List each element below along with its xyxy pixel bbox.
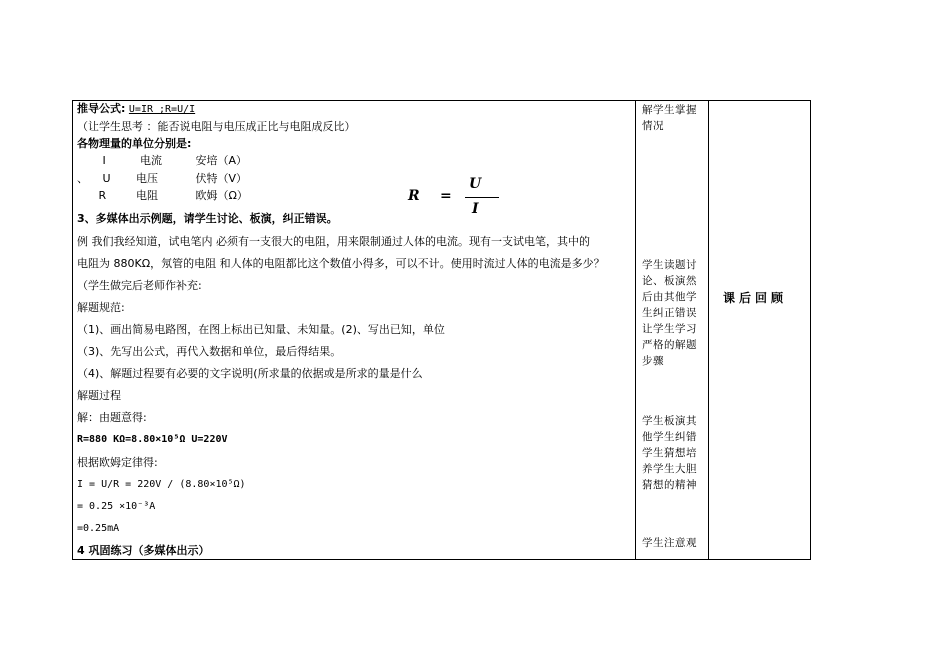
review-label: 课后回顾	[723, 291, 788, 305]
review-cell	[709, 101, 810, 559]
calc-line-1: I = U/R = 220V / (8.80×10⁵Ω)	[77, 479, 246, 490]
fraction-bar	[465, 197, 499, 198]
formula-line	[77, 102, 195, 117]
section4-heading: 4 巩固练习（多媒体出示）	[77, 544, 210, 557]
formula-numerator: U	[469, 176, 482, 192]
unit-name: 电阻	[136, 189, 158, 202]
think-prompt: （让学生思考 ：能否说电阻与电压成正比与电阻成反比）	[77, 120, 356, 133]
norm-1: （1)、画出简易电路图，在图上标出已知量、未知量。(2)、写出已知，单位	[77, 323, 445, 336]
norm-4: （4)、解题过程要有必要的文字说明(所求量的依据或是所求的量是什么	[77, 367, 423, 380]
note-observe: 学生注意观	[642, 537, 697, 549]
teacher-note: （学生做完后老师作补充:	[77, 279, 202, 292]
student-notes-cell	[636, 101, 709, 559]
formula-text: U=IR ;R=U/I	[128, 104, 196, 115]
formula-label: 推导公式:	[77, 102, 126, 115]
note-discussion: 学生读题讨论、板演然后由其他学生纠正错误让学生学习严格的解题步骤	[642, 259, 697, 367]
note-mastery: 解学生掌握情况	[642, 104, 697, 132]
main-content-cell	[73, 101, 636, 559]
unit-value: 欧姆（Ω）	[195, 189, 248, 202]
unit-mark: 、	[77, 172, 88, 185]
process-heading: 解题过程	[77, 389, 121, 402]
unit-row-current	[77, 154, 247, 168]
unit-row-voltage	[77, 172, 247, 186]
solution-values: R=880 KΩ=8.80×10⁵Ω U=220V	[77, 434, 228, 445]
formula-denominator: I	[472, 201, 479, 217]
norm-3: （3)、先写出公式，再代入数据和单位，最后得结果。	[77, 345, 342, 358]
formula-left: R	[408, 188, 420, 204]
unit-row-resistance	[77, 189, 248, 203]
unit-value: 伏特（V）	[195, 172, 248, 185]
solution-norms: 解题规范:	[77, 301, 125, 314]
example-line2: 电阻为 880KΩ，氖管的电阻 和人体的电阻都比这个数值小得多，可以不计。使用时流过人体的电流是多少？	[77, 257, 605, 270]
section3-heading: 3、多媒体出示例题，请学生讨论、板演，纠正错误。	[77, 212, 338, 225]
unit-value: 安培（A）	[195, 154, 248, 167]
solution-given: 解：由题意得:	[77, 411, 147, 424]
ohm-formula-graphic	[408, 176, 508, 220]
note-board-demo: 学生板演其他学生纠错学生猜想培养学生大胆猜想的精神	[642, 415, 697, 491]
calc-line-2: = 0.25 ×10⁻³A	[77, 501, 156, 512]
formula-equals: =	[440, 188, 452, 204]
unit-name: 电压	[136, 172, 158, 185]
calc-line-3: =0.25mA	[77, 523, 120, 534]
example-line1: 例 我们我经知道，试电笔内 必须有一支很大的电阻，用来限制通过人体的电流。现有一支试电笔，其中的	[77, 235, 590, 248]
unit-symbol: R	[98, 189, 107, 202]
unit-symbol: U	[102, 172, 111, 185]
lesson-table	[72, 100, 811, 560]
unit-name: 电流	[140, 154, 162, 167]
ohm-law-line: 根据欧姆定律得:	[77, 456, 158, 469]
unit-symbol: I	[102, 154, 106, 167]
units-heading: 各物理量的单位分别是:	[77, 137, 192, 150]
